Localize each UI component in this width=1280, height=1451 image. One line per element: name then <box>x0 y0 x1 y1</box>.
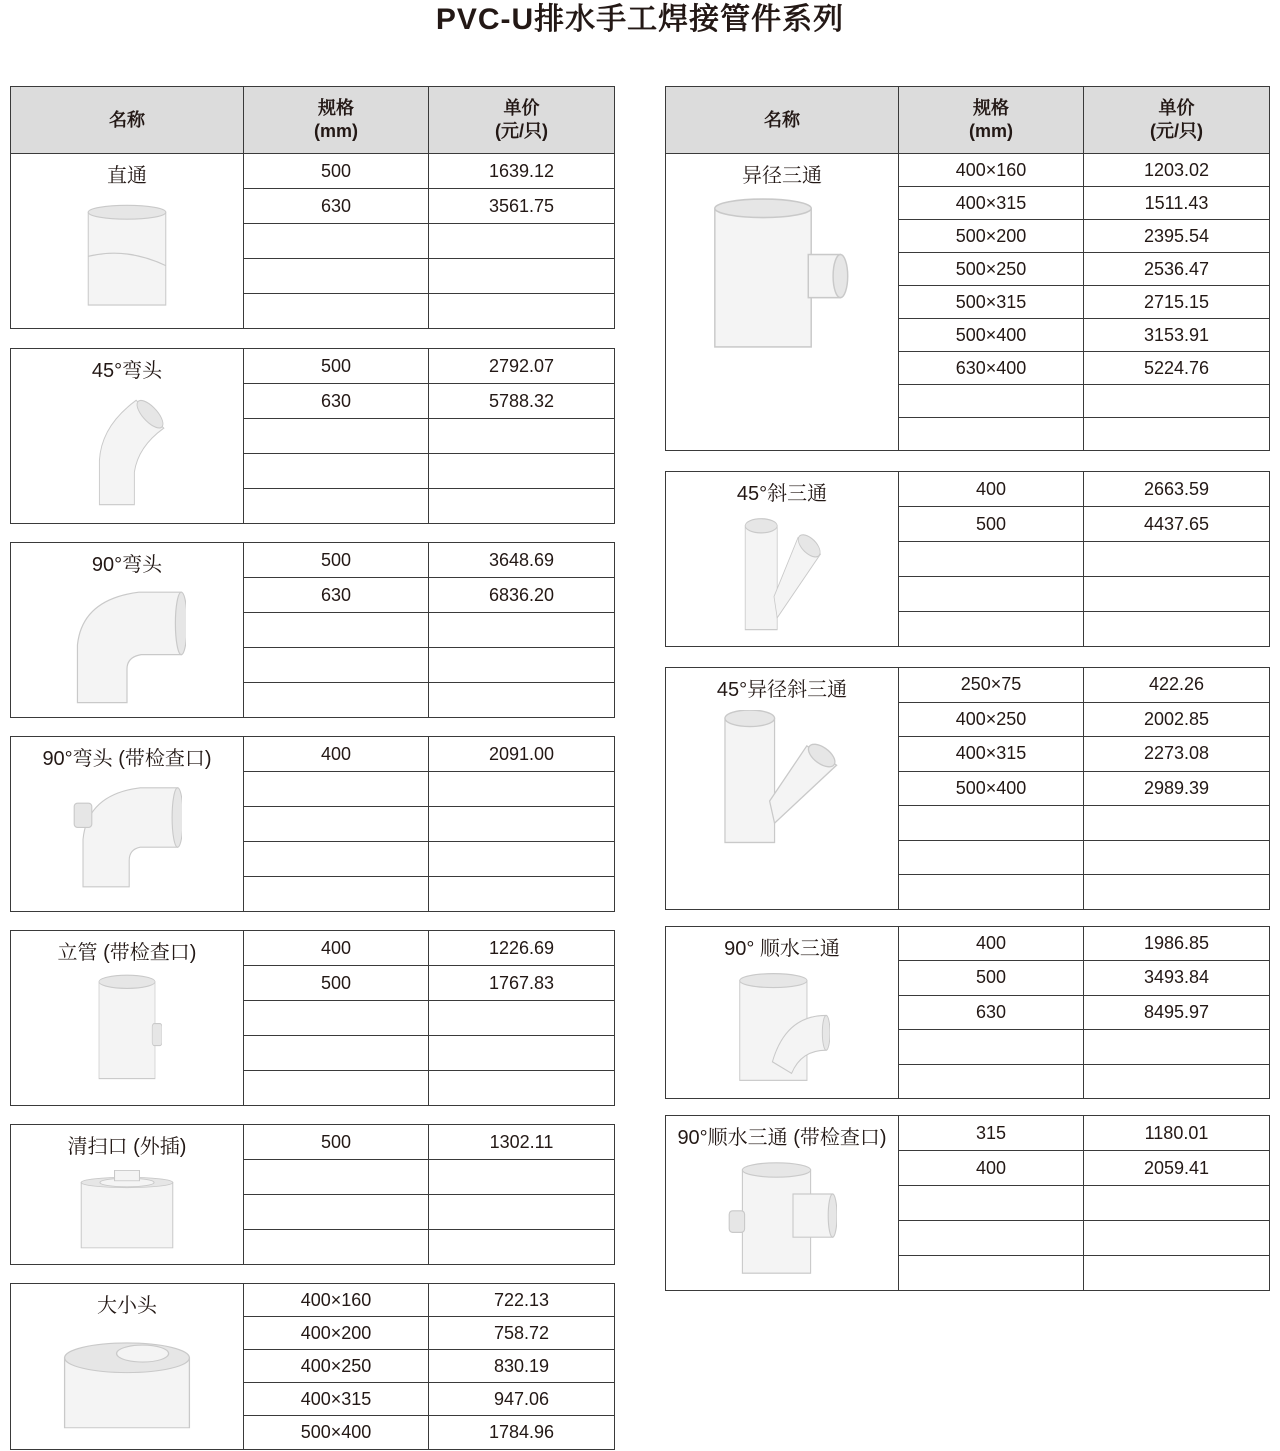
price-cell: 758.72 <box>429 1317 615 1350</box>
product-name: 90°弯头 <box>91 554 163 576</box>
header-spec-unit: (mm) <box>969 121 1013 141</box>
spec-cell: 315 <box>899 1116 1084 1151</box>
spec-cell: 400 <box>899 1151 1084 1186</box>
price-cell: 1767.83 <box>429 966 615 1001</box>
reducing-tee-pipe-icon <box>709 196 855 350</box>
spec-cell <box>244 259 429 294</box>
spec-cell <box>244 772 429 807</box>
table-row <box>666 668 1270 703</box>
product-table <box>10 542 615 718</box>
price-cell <box>1084 875 1270 910</box>
product-cell <box>11 931 244 1106</box>
spec-cell <box>899 875 1084 910</box>
spec-cell <box>244 489 429 524</box>
price-cell <box>429 454 615 489</box>
spec-cell <box>244 1071 429 1106</box>
product-name: 大小头 <box>97 1295 157 1317</box>
product-cell <box>666 926 899 1099</box>
spec-cell <box>244 1160 429 1195</box>
spec-cell: 400×160 <box>899 154 1084 187</box>
spec-cell: 250×75 <box>899 668 1084 703</box>
price-cell <box>429 613 615 648</box>
spec-cell: 400×200 <box>244 1317 429 1350</box>
product-table <box>665 471 1270 647</box>
price-cell: 3648.69 <box>429 543 615 578</box>
wye-45-pipe-icon <box>742 514 822 632</box>
price-cell: 1302.11 <box>429 1125 615 1160</box>
product-name: 45°弯头 <box>91 360 163 382</box>
product-cell <box>666 472 899 647</box>
price-cell: 2536.47 <box>1084 253 1270 286</box>
reducing-wye-45-pipe-icon <box>720 710 844 848</box>
table-row <box>11 349 615 384</box>
spec-cell: 630 <box>899 995 1084 1030</box>
price-cell <box>1084 385 1270 418</box>
product-name: 90°弯头 (带检查口) <box>42 748 212 770</box>
product-cell <box>11 543 244 718</box>
price-cell: 1639.12 <box>429 154 615 189</box>
spec-cell: 630 <box>244 384 429 419</box>
header-price-label: 单价 <box>1158 98 1195 118</box>
price-cell: 3153.91 <box>1084 319 1270 352</box>
spec-cell <box>244 613 429 648</box>
price-cell <box>1084 806 1270 841</box>
product-name: 清扫口 (外插) <box>67 1136 187 1158</box>
spec-cell: 500 <box>244 349 429 384</box>
header-price <box>429 87 615 154</box>
spec-cell <box>899 1030 1084 1065</box>
product-table <box>10 348 615 524</box>
price-cell: 2715.15 <box>1084 286 1270 319</box>
spec-cell: 630 <box>244 189 429 224</box>
spec-cell <box>899 1256 1084 1291</box>
price-cell: 2059.41 <box>1084 1151 1270 1186</box>
price-cell: 422.26 <box>1084 668 1270 703</box>
price-cell <box>429 1036 615 1071</box>
spec-cell <box>244 877 429 912</box>
price-cell <box>429 648 615 683</box>
price-cell <box>1084 542 1270 577</box>
sanitary-tee-90-inspection-pipe-icon <box>727 1158 837 1278</box>
spec-cell <box>244 1195 429 1230</box>
spec-cell: 400 <box>244 737 429 772</box>
spec-cell <box>244 683 429 718</box>
spec-cell <box>899 542 1084 577</box>
table-row <box>11 154 615 189</box>
spec-cell <box>244 454 429 489</box>
price-cell <box>1084 1256 1270 1291</box>
product-cell <box>666 668 899 910</box>
price-cell: 1203.02 <box>1084 154 1270 187</box>
table-row <box>11 931 615 966</box>
price-cell: 1511.43 <box>1084 187 1270 220</box>
table-row <box>666 154 1270 187</box>
price-cell: 2792.07 <box>429 349 615 384</box>
product-table <box>665 667 1270 910</box>
spec-cell: 500×400 <box>899 319 1084 352</box>
price-cell <box>429 1001 615 1036</box>
spec-cell <box>899 1064 1084 1099</box>
price-cell: 1180.01 <box>1084 1116 1270 1151</box>
spec-cell: 500 <box>244 154 429 189</box>
price-cell <box>429 224 615 259</box>
straight-coupling-pipe-icon <box>76 196 178 312</box>
spec-cell: 500×400 <box>899 771 1084 806</box>
header-name: 名称 <box>666 87 899 154</box>
price-cell <box>429 294 615 329</box>
price-cell: 8495.97 <box>1084 995 1270 1030</box>
table-row <box>11 1284 615 1317</box>
price-cell: 1986.85 <box>1084 926 1270 961</box>
price-cell: 2989.39 <box>1084 771 1270 806</box>
price-cell: 1226.69 <box>429 931 615 966</box>
spec-cell <box>244 648 429 683</box>
spec-cell: 400 <box>899 926 1084 961</box>
spec-cell <box>899 385 1084 418</box>
spec-cell <box>244 1036 429 1071</box>
price-cell <box>429 1071 615 1106</box>
price-cell: 3561.75 <box>429 189 615 224</box>
spec-cell: 400×250 <box>899 702 1084 737</box>
page-title: PVC-U排水手工焊接管件系列 <box>435 3 845 36</box>
spec-cell: 400 <box>899 472 1084 507</box>
header-price <box>1084 87 1270 154</box>
elbow-45-pipe-icon <box>81 391 173 507</box>
product-name: 立管 (带检查口) <box>57 942 197 964</box>
cleanout-plug-icon <box>75 1167 179 1253</box>
price-cell: 2663.59 <box>1084 472 1270 507</box>
elbow-90-pipe-icon <box>68 585 186 705</box>
product-cell <box>11 154 244 329</box>
spec-cell: 500 <box>244 1125 429 1160</box>
spec-cell: 630 <box>244 578 429 613</box>
spec-cell: 630×400 <box>899 352 1084 385</box>
price-cell: 1784.96 <box>429 1416 615 1450</box>
price-cell <box>1084 577 1270 612</box>
header-name: 名称 <box>11 87 244 154</box>
spec-cell <box>244 294 429 329</box>
price-cell: 6836.20 <box>429 578 615 613</box>
price-cell <box>429 1195 615 1230</box>
product-table <box>10 736 615 912</box>
price-cell <box>429 683 615 718</box>
spec-cell <box>244 1001 429 1036</box>
header-price-unit: (元/只) <box>495 121 548 141</box>
spec-cell: 400×160 <box>244 1284 429 1317</box>
spec-cell <box>244 224 429 259</box>
price-cell <box>1084 612 1270 647</box>
price-cell <box>429 1230 615 1265</box>
product-table <box>10 86 615 329</box>
spec-cell <box>244 1230 429 1265</box>
product-cell <box>666 1116 899 1291</box>
spec-cell: 400×315 <box>899 187 1084 220</box>
header-spec <box>899 87 1084 154</box>
header-spec-label: 规格 <box>318 98 354 118</box>
header-price-unit: (元/只) <box>1150 121 1203 141</box>
price-cell <box>429 807 615 842</box>
product-name: 45°异径斜三通 <box>716 679 848 701</box>
spec-cell: 500×315 <box>899 286 1084 319</box>
price-cell: 947.06 <box>429 1383 615 1416</box>
spec-cell <box>899 577 1084 612</box>
price-cell <box>1084 1186 1270 1221</box>
table-row <box>11 1125 615 1160</box>
price-cell <box>429 877 615 912</box>
price-cell <box>1084 1221 1270 1256</box>
spec-cell <box>899 418 1084 451</box>
price-cell <box>429 1160 615 1195</box>
product-name: 90° 顺水三通 <box>724 937 840 960</box>
right-column <box>665 86 1270 1291</box>
header-price-label: 单价 <box>503 98 540 118</box>
spec-cell: 500 <box>899 507 1084 542</box>
spec-cell <box>244 419 429 454</box>
price-cell <box>429 419 615 454</box>
spec-cell <box>899 806 1084 841</box>
product-name: 90°顺水三通 (带检查口) <box>677 1127 887 1149</box>
price-cell: 4437.65 <box>1084 507 1270 542</box>
price-cell: 3493.84 <box>1084 961 1270 996</box>
spec-cell <box>899 612 1084 647</box>
spec-cell <box>899 1221 1084 1256</box>
spec-cell <box>899 1186 1084 1221</box>
price-cell <box>1084 840 1270 875</box>
product-table <box>665 926 1270 1100</box>
price-cell: 5224.76 <box>1084 352 1270 385</box>
table-row <box>666 1116 1270 1151</box>
price-cell <box>429 489 615 524</box>
product-name: 异径三通 <box>742 165 822 187</box>
table-row <box>11 737 615 772</box>
spec-cell: 400×315 <box>244 1383 429 1416</box>
product-table <box>665 86 1270 451</box>
table-row <box>666 926 1270 961</box>
riser-inspection-pipe-icon <box>92 973 162 1083</box>
product-cell <box>666 154 899 451</box>
spec-cell: 500×200 <box>899 220 1084 253</box>
product-cell <box>11 1125 244 1265</box>
table-row <box>11 543 615 578</box>
product-name: 直通 <box>107 165 147 187</box>
product-cell <box>11 349 244 524</box>
price-cell <box>1084 418 1270 451</box>
price-cell <box>429 842 615 877</box>
price-cell <box>429 772 615 807</box>
price-cell: 2273.08 <box>1084 737 1270 772</box>
product-name: 45°斜三通 <box>736 483 828 505</box>
price-cell: 2091.00 <box>429 737 615 772</box>
price-cell: 2002.85 <box>1084 702 1270 737</box>
price-cell: 722.13 <box>429 1284 615 1317</box>
spec-cell: 500 <box>244 966 429 1001</box>
product-table <box>10 1283 615 1450</box>
left-column <box>10 86 615 1450</box>
table-row <box>666 472 1270 507</box>
product-table <box>10 930 615 1106</box>
spec-cell: 400×250 <box>244 1350 429 1383</box>
spec-cell <box>899 840 1084 875</box>
product-table <box>10 1124 615 1265</box>
price-cell: 2395.54 <box>1084 220 1270 253</box>
price-cell <box>1084 1064 1270 1099</box>
header-spec-label: 规格 <box>973 98 1009 118</box>
product-cell <box>11 737 244 912</box>
reducer-pipe-icon <box>62 1326 192 1432</box>
price-cell: 830.19 <box>429 1350 615 1383</box>
header-spec <box>244 87 429 154</box>
header-row <box>11 87 615 154</box>
spec-cell: 500 <box>244 543 429 578</box>
elbow-90-inspection-pipe-icon <box>72 779 182 889</box>
spec-cell: 400×315 <box>899 737 1084 772</box>
price-cell <box>1084 1030 1270 1065</box>
sanitary-tee-90-pipe-icon <box>734 969 830 1085</box>
header-spec-unit: (mm) <box>314 121 358 141</box>
product-table <box>665 1115 1270 1291</box>
header-row <box>666 87 1270 154</box>
product-cell <box>11 1284 244 1450</box>
price-cell: 5788.32 <box>429 384 615 419</box>
price-cell <box>429 259 615 294</box>
spec-cell: 400 <box>244 931 429 966</box>
spec-cell: 500 <box>899 961 1084 996</box>
spec-cell: 500×250 <box>899 253 1084 286</box>
spec-cell <box>244 842 429 877</box>
spec-cell <box>244 807 429 842</box>
spec-cell: 500×400 <box>244 1416 429 1450</box>
